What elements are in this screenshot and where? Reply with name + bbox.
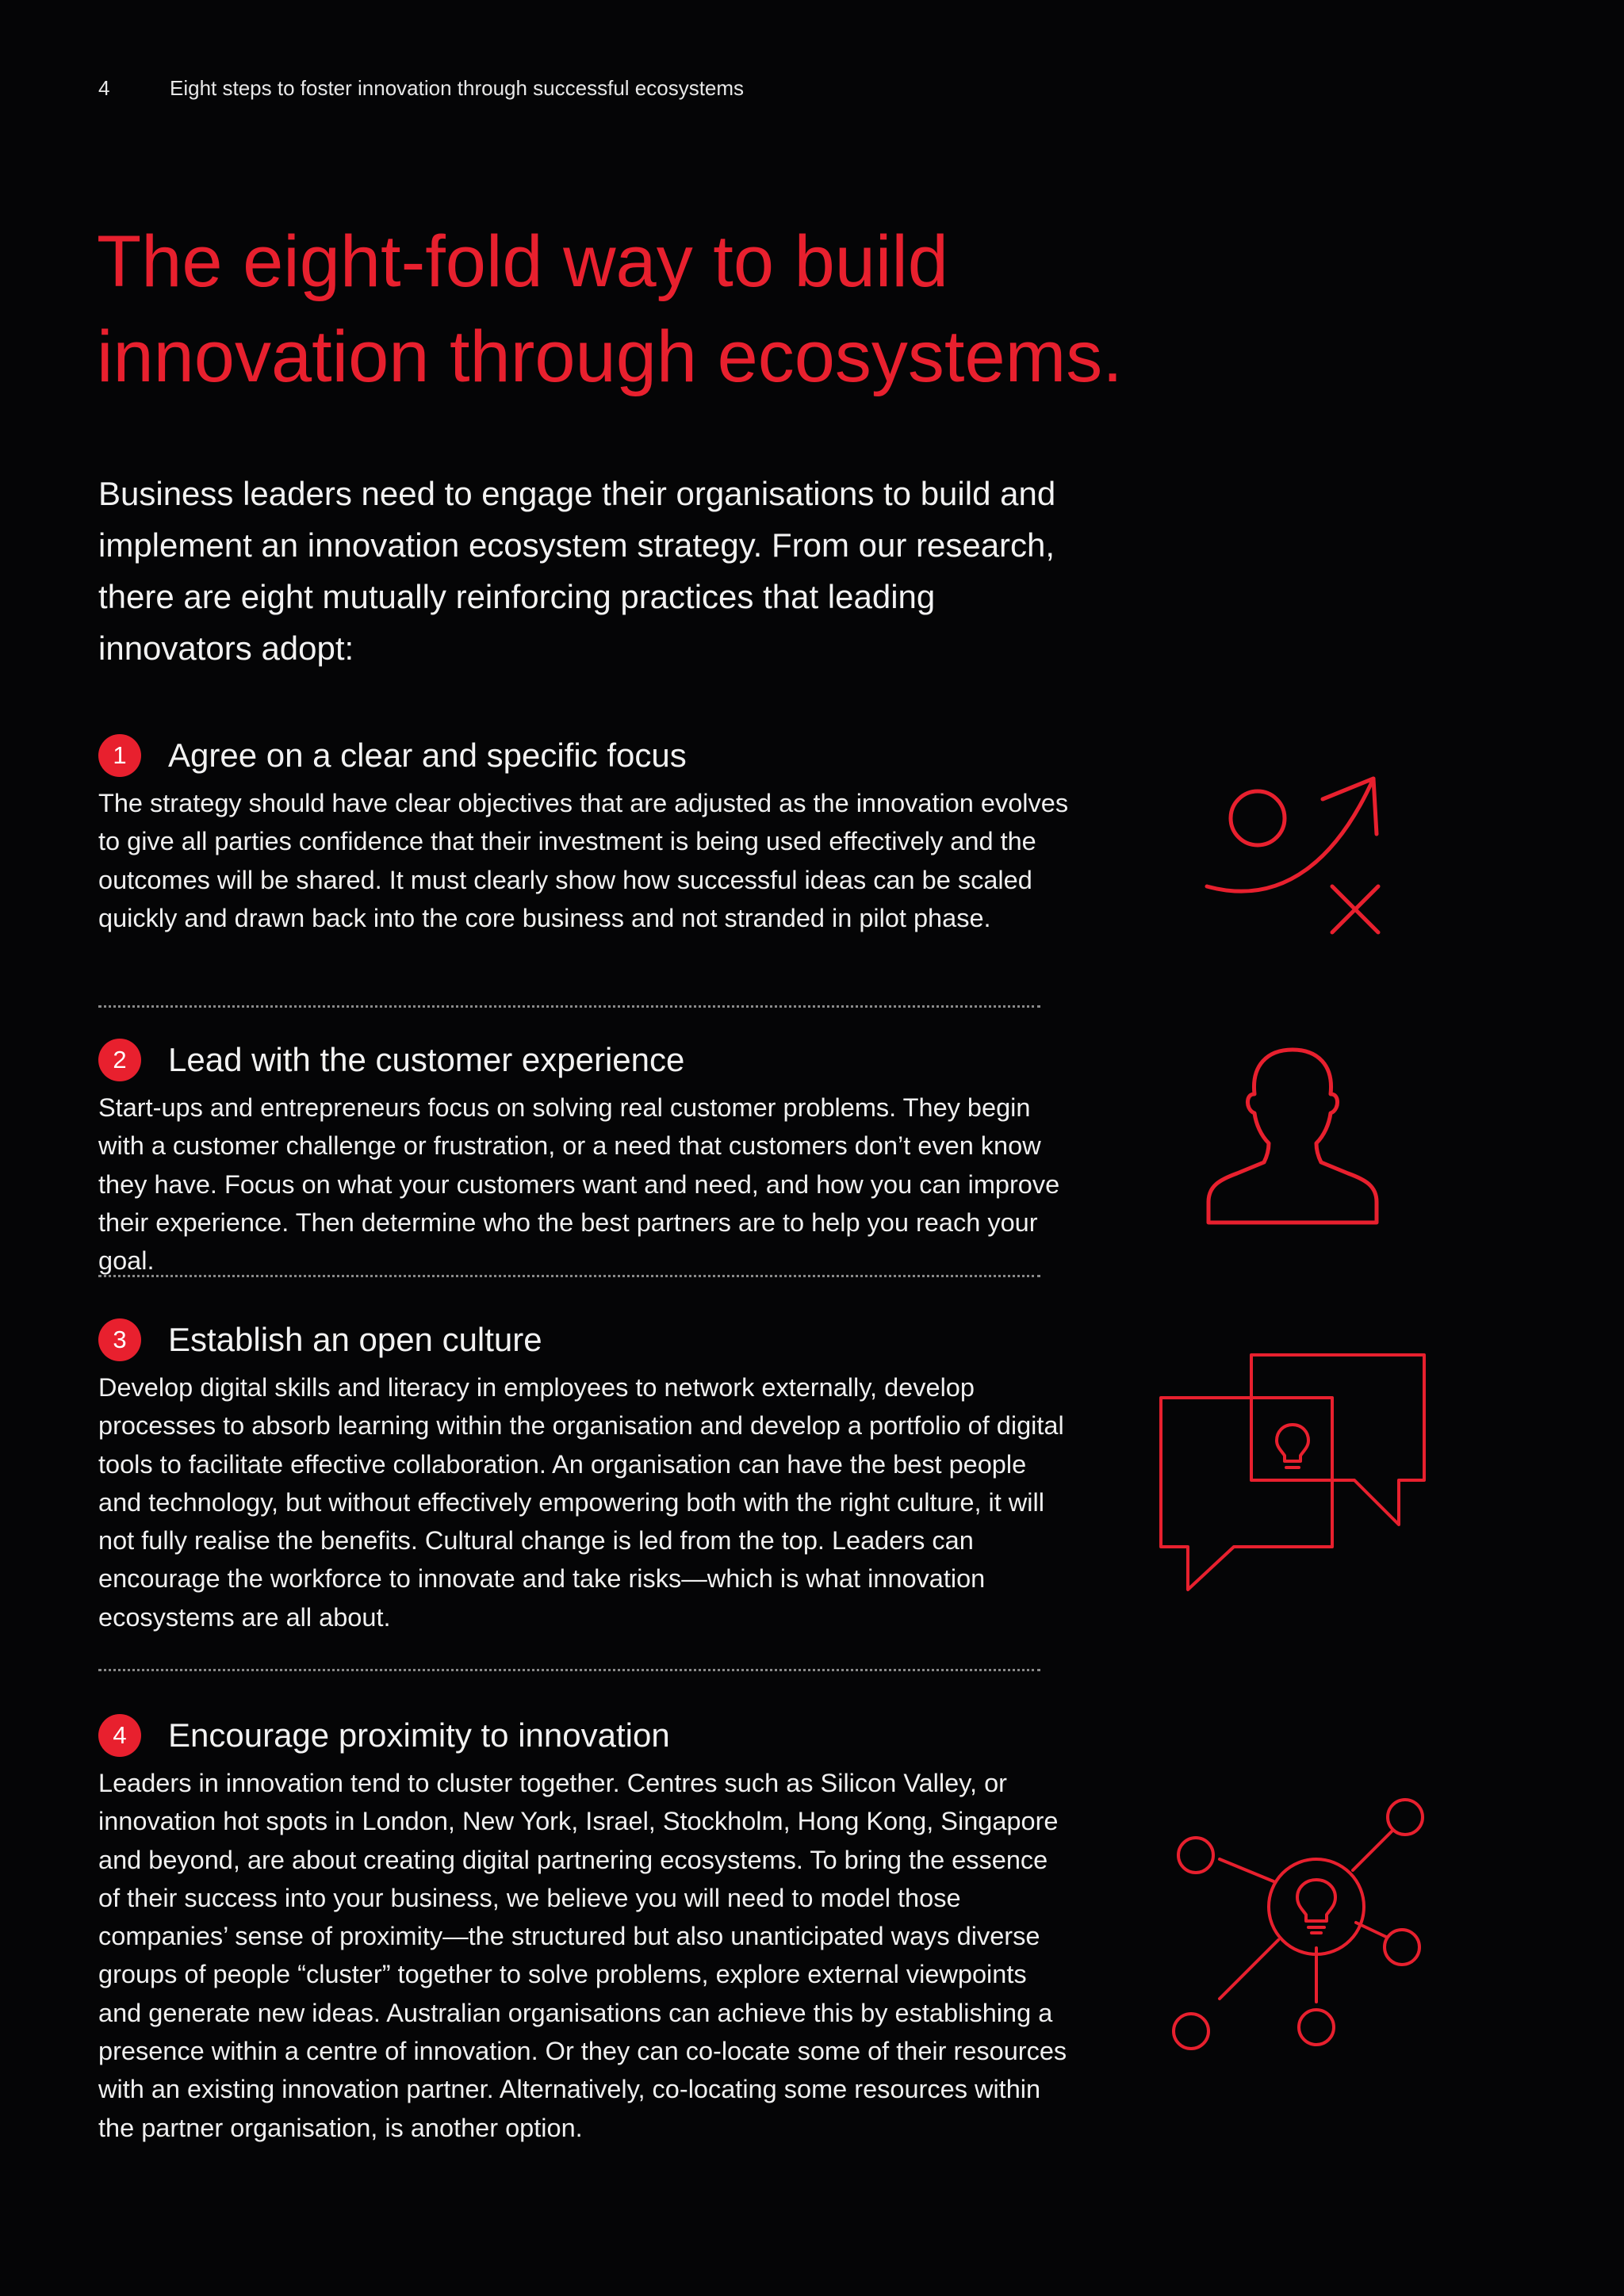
running-title: Eight steps to foster innovation through successful ecosystems	[170, 76, 745, 100]
page-title	[97, 214, 1128, 404]
step-number-badge: 2	[98, 1039, 141, 1081]
divider	[98, 1005, 1040, 1008]
step-header	[98, 1316, 1074, 1364]
step-body: Develop digital skills and literacy in employees to network externally, develop processes to absorb learning within the organisation and develop a portfolio of digital tools to facilitate effective collaboration. An organisation can have the best people and technology, but without effectively empowering both with the right culture, it will not fully realise the benefits. Cultural change is led from the top. Leaders can encourage the workforce to innovate and take risks—which is what innovation ecosystems are all about.	[98, 1373, 1064, 1632]
divider	[98, 1275, 1040, 1277]
page-number: 4	[98, 76, 110, 100]
step-header	[98, 1712, 1074, 1759]
step-title: Lead with the customer experience	[168, 1041, 685, 1078]
step-header	[98, 732, 1074, 779]
step-number-badge: 4	[98, 1714, 141, 1757]
step-4	[98, 1712, 1074, 2147]
step-number-badge: 1	[98, 734, 141, 777]
strategy-play-icon	[1197, 769, 1388, 943]
step-number-badge: 3	[98, 1318, 141, 1361]
step-header	[98, 1036, 1074, 1084]
divider	[98, 1669, 1040, 1671]
network-lightbulb-icon	[1166, 1796, 1435, 2057]
speech-bubbles-lightbulb-icon	[1156, 1352, 1430, 1594]
step-body: Leaders in innovation tend to cluster together. Centres such as Silicon Valley, or innovation hot spots in London, New York, Israel, Stockholm, Hong Kong, Singapore and beyond, are about creating digital partnering ecosystems. To bring the essence of their success into your business, we believe you will need to model those companies’ sense of proximity—the structured but also unanticipated ways diverse groups of people “cluster” together to solve problems, explore external viewpoints and generate new ideas. Australian organisations can achieve this by establishing a presence within a centre of innovation. Or they can co-locate some of their resources with an existing innovation partner. Alternatively, co-locating some resources within the partner organisation, is another option.	[98, 1769, 1067, 2142]
step-2	[98, 1036, 1074, 1280]
step-title: Establish an open culture	[168, 1321, 542, 1358]
step-3	[98, 1316, 1074, 1636]
step-body: The strategy should have clear objectives that are adjusted as the innovation evolves to give all parties confidence that their investment is being used effectively and the outcomes will be shared. It must clearly show how successful ideas can be scaled quickly and drawn back into the core business and not stranded in pilot phase.	[98, 789, 1069, 932]
step-body: Start-ups and entrepreneurs focus on solving real customer problems. They begin with a customer challenge or frustration, or a need that customers don’t even know they have. Focus on what your customers want and need, and how you can improve their experience. Then determine who the best partners are to help you reach your goal.	[98, 1093, 1060, 1276]
step-1	[98, 732, 1074, 937]
step-title: Encourage proximity to innovation	[168, 1716, 670, 1754]
page-title-line-2: innovation through ecosystems.	[97, 316, 1123, 397]
page-title-line-1: The eight-fold way to build	[97, 221, 948, 302]
step-title: Agree on a clear and specific focus	[168, 737, 687, 774]
intro-paragraph: Business leaders need to engage their organisations to build and implement an innovation ecosystem strategy. From our research, there are eight mutually reinforcing practices that leading innovators adopt:	[98, 475, 1056, 667]
person-silhouette-icon	[1205, 1047, 1380, 1225]
